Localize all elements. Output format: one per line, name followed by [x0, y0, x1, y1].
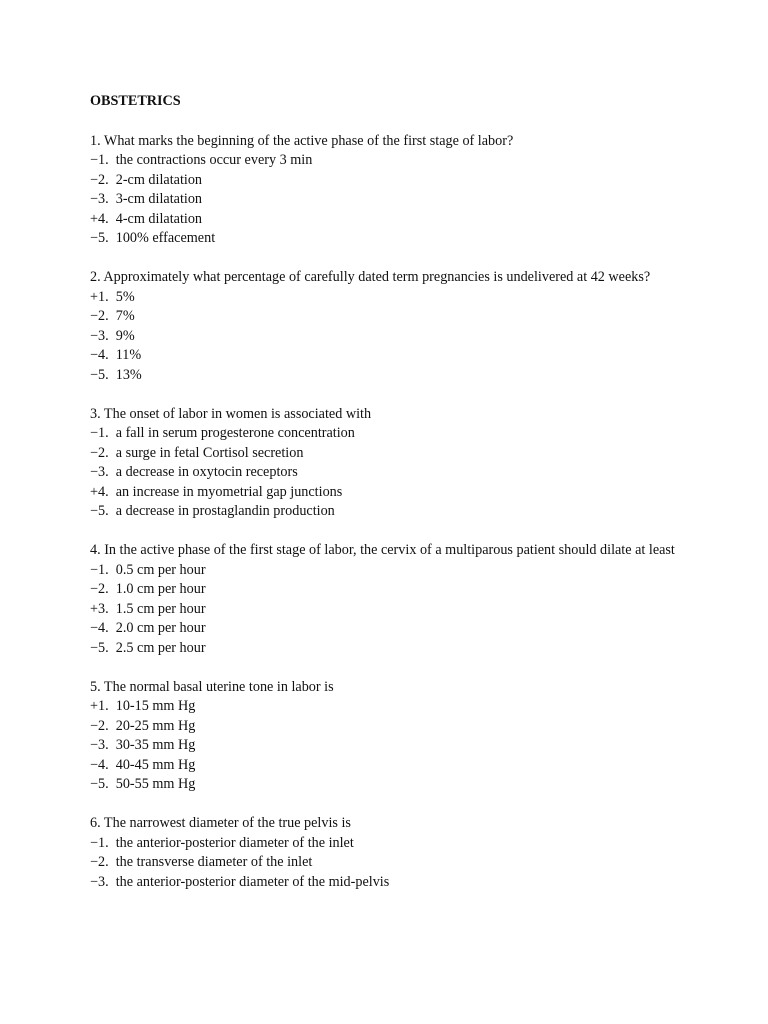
answer-option: −3. the anterior-posterior diameter of the mid-pelvis	[90, 873, 390, 890]
answer-option: −3. 3-cm dilatation	[90, 191, 203, 207]
document-page	[90, 92, 678, 912]
question-stem: 5. The normal basal uterine tone in labor is	[90, 678, 334, 695]
answer-option: −5. 2.5 cm per hour	[90, 639, 206, 656]
question-4	[90, 541, 678, 658]
answer-option: −5. 100% effacement	[90, 230, 216, 246]
question-stem: 4. In the active phase of the first stage of labor, the cervix of a multiparous patient should dilate at least	[90, 542, 675, 558]
answer-option: −3. 30-35 mm Hg	[90, 737, 196, 753]
question-5	[90, 678, 678, 795]
answer-option: −1. 0.5 cm per hour	[90, 561, 206, 578]
question-stem: 1. What marks the beginning of the active phase of the first stage of labor?	[90, 132, 514, 149]
answer-option: −2. 2-cm dilatation	[90, 171, 203, 188]
answer-option: −2. the transverse diameter of the inlet	[90, 854, 313, 870]
answer-option: −2. 20-25 mm Hg	[90, 717, 196, 734]
answer-option: −2. a surge in fetal Cortisol secretion	[90, 444, 304, 461]
answer-option: −3. a decrease in oxytocin receptors	[90, 464, 298, 480]
question-2	[90, 268, 678, 385]
document-title: OBSTETRICS	[90, 93, 181, 109]
question-6	[90, 814, 678, 892]
answer-option: −1. the contractions occur every 3 min	[90, 152, 313, 168]
question-1	[90, 132, 678, 249]
answer-option: −3. 9%	[90, 327, 135, 344]
answer-option: −2. 1.0 cm per hour	[90, 581, 206, 597]
answer-option: +4. 4-cm dilatation	[90, 210, 203, 227]
answer-option: −1. the anterior-posterior diameter of the inlet	[90, 834, 354, 851]
question-stem: 2. Approximately what percentage of carefully dated term pregnancies is undelivered at 42 weeks?	[90, 269, 651, 285]
answer-option: −4. 11%	[90, 347, 142, 363]
answer-option: −5. a decrease in prostaglandin production	[90, 503, 335, 519]
answer-option: +4. an increase in myometrial gap junctions	[90, 483, 343, 500]
answer-option: +3. 1.5 cm per hour	[90, 600, 206, 617]
answer-option: +1. 10-15 mm Hg	[90, 698, 196, 714]
answer-option: −4. 40-45 mm Hg	[90, 756, 196, 773]
answer-option: −5. 13%	[90, 366, 142, 383]
answer-option: −1. a fall in serum progesterone concentration	[90, 425, 355, 441]
answer-option: −5. 50-55 mm Hg	[90, 776, 196, 792]
answer-option: −4. 2.0 cm per hour	[90, 620, 206, 636]
answer-option: +1. 5%	[90, 288, 135, 305]
question-3	[90, 405, 678, 522]
question-stem: 6. The narrowest diameter of the true pelvis is	[90, 815, 351, 831]
answer-option: −2. 7%	[90, 308, 135, 324]
question-stem: 3. The onset of labor in women is associated with	[90, 405, 372, 422]
